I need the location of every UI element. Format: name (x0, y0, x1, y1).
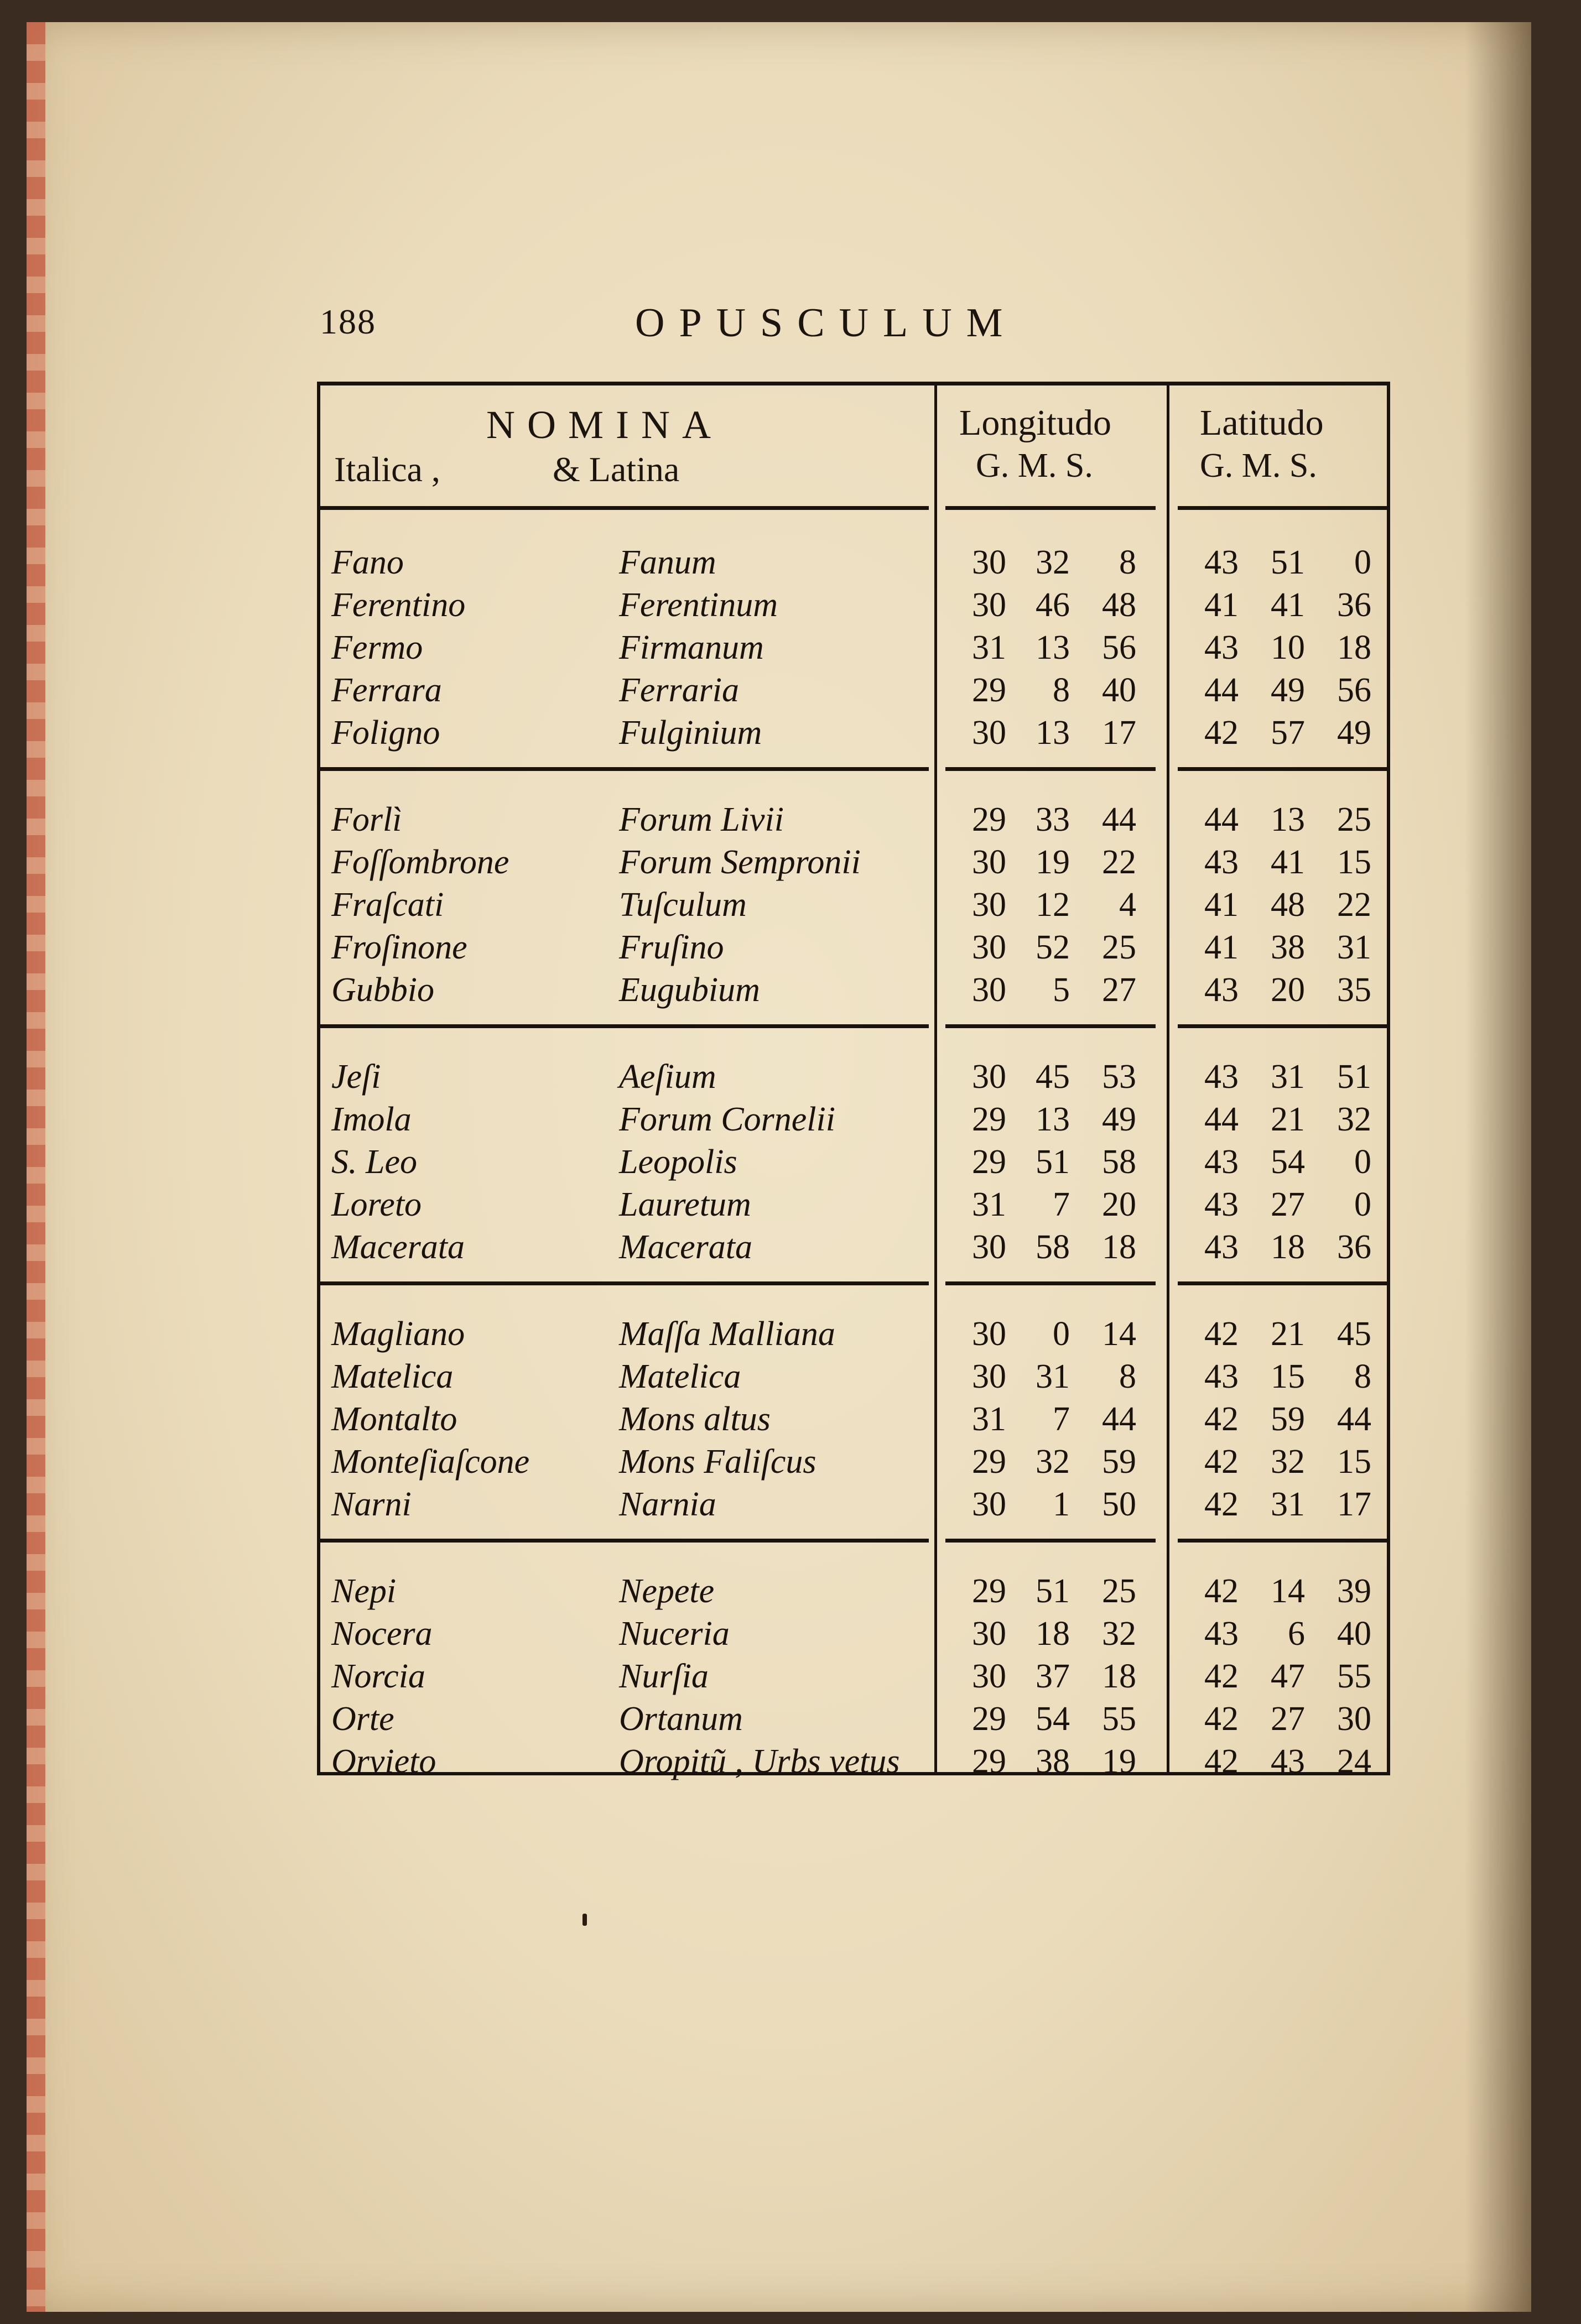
latitude-s: 22 (1337, 886, 1371, 924)
latitude-m: 41 (1271, 843, 1305, 881)
italian-name: Monteſiaſcone (331, 1443, 530, 1481)
longitude-s: 50 (1102, 1486, 1136, 1523)
longitude-m: 32 (1036, 1443, 1070, 1481)
binding-gutter (1465, 22, 1531, 2312)
latin-name: Fanum (619, 544, 716, 581)
italian-name: Norcia (331, 1658, 425, 1695)
italian-name: Ferentino (331, 586, 466, 624)
longitude-s: 18 (1102, 1658, 1136, 1695)
latitude-s: 36 (1337, 1228, 1371, 1266)
latitudo-gms: G. M. S. (1200, 447, 1317, 484)
latin-name: Leopolis (619, 1143, 737, 1181)
longitude-g: 30 (972, 714, 1006, 752)
group-rule (945, 1024, 1156, 1028)
latin-name: Ferraria (619, 671, 739, 709)
longitude-m: 51 (1036, 1143, 1070, 1181)
longitude-g: 29 (972, 1743, 1006, 1780)
longitude-s: 59 (1102, 1443, 1136, 1481)
latitude-m: 43 (1271, 1743, 1305, 1780)
table-row (320, 885, 1388, 929)
latitude-g: 42 (1204, 1572, 1239, 1610)
italian-name: Gubbio (331, 971, 434, 1009)
latitude-g: 41 (1204, 886, 1239, 924)
header-rule (320, 506, 929, 510)
latitude-m: 14 (1271, 1572, 1305, 1610)
longitude-m: 33 (1036, 801, 1070, 838)
longitude-g: 29 (972, 1143, 1006, 1181)
longitude-s: 8 (1119, 544, 1136, 581)
longitude-g: 30 (972, 929, 1006, 966)
latin-name: Ferentinum (619, 586, 778, 624)
longitude-g: 30 (972, 1486, 1006, 1523)
longitude-g: 30 (972, 886, 1006, 924)
longitude-m: 13 (1036, 629, 1070, 666)
longitude-g: 29 (972, 1101, 1006, 1138)
group-rule (1178, 1539, 1388, 1543)
table-row (320, 1185, 1388, 1228)
longitude-s: 25 (1102, 929, 1136, 966)
latin-name: Narnia (619, 1486, 716, 1523)
group-rule (1178, 1024, 1388, 1028)
italica-heading: Italica , (334, 450, 440, 489)
latitude-s: 15 (1337, 843, 1371, 881)
longitude-g: 30 (972, 1228, 1006, 1266)
italian-name: Forlì (331, 801, 402, 838)
coordinates-table (317, 382, 1390, 1780)
latitude-s: 51 (1337, 1058, 1371, 1096)
latitude-s: 36 (1337, 586, 1371, 624)
nomina-heading: NOMINA (486, 403, 723, 447)
latitude-m: 15 (1271, 1358, 1305, 1395)
longitude-s: 32 (1102, 1615, 1136, 1653)
longitude-g: 30 (972, 544, 1006, 581)
latitude-m: 32 (1271, 1443, 1305, 1481)
longitude-m: 13 (1036, 1101, 1070, 1138)
latitude-s: 31 (1337, 929, 1371, 966)
table-row (320, 1614, 1388, 1658)
group-rule (945, 1281, 1156, 1285)
latitude-m: 21 (1271, 1315, 1305, 1353)
table-row (320, 971, 1388, 1014)
latitude-g: 42 (1204, 1443, 1239, 1481)
longitude-g: 31 (972, 1400, 1006, 1438)
longitude-s: 55 (1102, 1700, 1136, 1738)
longitude-g: 30 (972, 1315, 1006, 1353)
latitude-m: 27 (1271, 1700, 1305, 1738)
longitude-g: 30 (972, 586, 1006, 624)
longitude-s: 53 (1102, 1058, 1136, 1096)
latitude-g: 43 (1204, 1143, 1239, 1181)
latitudo-heading: Latitudo (1200, 403, 1324, 443)
group-rule (320, 1024, 929, 1028)
latitude-g: 43 (1204, 1186, 1239, 1223)
latitude-g: 43 (1204, 544, 1239, 581)
longitude-s: 49 (1102, 1101, 1136, 1138)
table-row (320, 800, 1388, 843)
italian-name: Macerata (331, 1228, 465, 1266)
latitude-s: 0 (1354, 1186, 1371, 1223)
latin-name: Matelica (619, 1358, 741, 1395)
longitude-m: 37 (1036, 1658, 1070, 1695)
longitude-g: 29 (972, 1443, 1006, 1481)
longitude-g: 30 (972, 971, 1006, 1009)
table-row (320, 1100, 1388, 1143)
longitude-s: 14 (1102, 1315, 1136, 1353)
latitude-s: 30 (1337, 1700, 1371, 1738)
longitude-m: 51 (1036, 1572, 1070, 1610)
italian-name: Foſſombrone (331, 843, 509, 881)
latitude-m: 27 (1271, 1186, 1305, 1223)
latitude-s: 44 (1337, 1400, 1371, 1438)
latitude-m: 59 (1271, 1400, 1305, 1438)
group-rule (1178, 1281, 1388, 1285)
latitude-g: 43 (1204, 1615, 1239, 1653)
latitude-s: 17 (1337, 1486, 1371, 1523)
italian-name: Loreto (331, 1186, 422, 1223)
group-rule (320, 767, 929, 771)
latin-name: Macerata (619, 1228, 753, 1266)
table-row (320, 1700, 1388, 1743)
latin-name: Eugubium (619, 971, 760, 1009)
longitude-m: 52 (1036, 929, 1070, 966)
table-row (320, 1442, 1388, 1486)
book-page (27, 22, 1531, 2312)
longitude-s: 20 (1102, 1186, 1136, 1223)
longitude-s: 4 (1119, 886, 1136, 924)
latitude-g: 42 (1204, 1743, 1239, 1780)
header-rule (945, 506, 1156, 510)
latitude-s: 32 (1337, 1101, 1371, 1138)
longitude-g: 29 (972, 1572, 1006, 1610)
italian-name: Fermo (331, 629, 423, 666)
italian-name: Nocera (331, 1615, 433, 1653)
latitude-s: 49 (1337, 714, 1371, 752)
italian-name: Montalto (331, 1400, 457, 1438)
latitude-g: 42 (1204, 1315, 1239, 1353)
longitude-g: 30 (972, 1358, 1006, 1395)
latin-name: Ortanum (619, 1700, 743, 1738)
latitude-g: 44 (1204, 1101, 1239, 1138)
longitude-m: 0 (1053, 1315, 1070, 1353)
longitude-s: 27 (1102, 971, 1136, 1009)
latin-name: Fulginium (619, 714, 762, 752)
group-rule (945, 767, 1156, 771)
latitude-m: 54 (1271, 1143, 1305, 1181)
group-rule (320, 1281, 929, 1285)
longitude-s: 44 (1102, 801, 1136, 838)
longitude-s: 22 (1102, 843, 1136, 881)
latitude-g: 43 (1204, 1058, 1239, 1096)
page-number: 188 (320, 302, 376, 341)
latitude-m: 31 (1271, 1058, 1305, 1096)
table-row (320, 628, 1388, 671)
latin-name: Nepete (619, 1572, 715, 1610)
longitude-m: 38 (1036, 1743, 1070, 1780)
longitude-m: 32 (1036, 544, 1070, 581)
latitude-g: 42 (1204, 1400, 1239, 1438)
latitude-m: 13 (1271, 801, 1305, 838)
latitude-s: 8 (1354, 1358, 1371, 1395)
latin-name: Forum Livii (619, 801, 784, 838)
latitude-g: 42 (1204, 1658, 1239, 1695)
latitude-g: 42 (1204, 1700, 1239, 1738)
italian-name: Froſinone (331, 929, 467, 966)
longitude-g: 30 (972, 1615, 1006, 1653)
longitude-m: 18 (1036, 1615, 1070, 1653)
longitude-m: 31 (1036, 1358, 1070, 1395)
longitude-g: 30 (972, 1058, 1006, 1096)
group-rule (945, 1539, 1156, 1543)
italian-name: Matelica (331, 1358, 454, 1395)
longitude-g: 30 (972, 843, 1006, 881)
group-rule (1178, 767, 1388, 771)
longitude-m: 8 (1053, 671, 1070, 709)
longitude-m: 7 (1053, 1400, 1070, 1438)
latin-name: Tuſculum (619, 886, 747, 924)
table-row (320, 1657, 1388, 1700)
latitude-m: 6 (1288, 1615, 1305, 1653)
italian-name: Imola (331, 1101, 412, 1138)
latitude-m: 21 (1271, 1101, 1305, 1138)
longitude-s: 25 (1102, 1572, 1136, 1610)
table-row (320, 843, 1388, 886)
longitude-g: 30 (972, 1658, 1006, 1695)
latitude-g: 42 (1204, 1486, 1239, 1523)
longitude-s: 8 (1119, 1358, 1136, 1395)
latitude-s: 40 (1337, 1615, 1371, 1653)
latin-name: Fruſino (619, 929, 724, 966)
longitude-s: 17 (1102, 714, 1136, 752)
table-row (320, 1228, 1388, 1271)
longitude-m: 58 (1036, 1228, 1070, 1266)
latitude-m: 18 (1271, 1228, 1305, 1266)
longitude-s: 18 (1102, 1228, 1136, 1266)
latin-name: Firmanum (619, 629, 764, 666)
longitudo-heading: Longitudo (959, 403, 1111, 443)
red-page-edge (27, 22, 45, 2312)
table-row (320, 713, 1388, 757)
latitude-s: 15 (1337, 1443, 1371, 1481)
latin-name: Mons Faliſcus (619, 1443, 816, 1481)
longitude-s: 48 (1102, 586, 1136, 624)
latitude-s: 56 (1337, 671, 1371, 709)
latitude-s: 24 (1337, 1743, 1371, 1780)
latitude-s: 55 (1337, 1658, 1371, 1695)
longitude-s: 44 (1102, 1400, 1136, 1438)
italian-name: Orvieto (331, 1743, 436, 1780)
latitude-g: 44 (1204, 671, 1239, 709)
latin-name: Forum Sempronii (619, 843, 861, 881)
longitude-g: 31 (972, 1186, 1006, 1223)
longitude-s: 58 (1102, 1143, 1136, 1181)
latitude-g: 43 (1204, 843, 1239, 881)
header-rule (1178, 506, 1388, 510)
longitude-g: 29 (972, 801, 1006, 838)
latitude-m: 57 (1271, 714, 1305, 752)
latitude-s: 0 (1354, 1143, 1371, 1181)
longitude-m: 19 (1036, 843, 1070, 881)
latin-name: Mons altus (619, 1400, 771, 1438)
latitude-m: 31 (1271, 1486, 1305, 1523)
longitude-g: 29 (972, 1700, 1006, 1738)
italian-name: Orte (331, 1700, 394, 1738)
latitude-g: 44 (1204, 801, 1239, 838)
latitude-g: 43 (1204, 971, 1239, 1009)
longitude-m: 46 (1036, 586, 1070, 624)
longitude-m: 54 (1036, 1700, 1070, 1738)
table-row (320, 928, 1388, 971)
latin-name: Aeſium (619, 1058, 716, 1096)
table-row (320, 1485, 1388, 1528)
latitude-m: 51 (1271, 544, 1305, 581)
latin-name: Forum Cornelii (619, 1101, 835, 1138)
table-row (320, 586, 1388, 629)
latitude-g: 41 (1204, 929, 1239, 966)
longitude-g: 31 (972, 629, 1006, 666)
latitude-g: 42 (1204, 714, 1239, 752)
latitude-s: 39 (1337, 1572, 1371, 1610)
table-row (320, 1742, 1388, 1785)
latitude-g: 43 (1204, 629, 1239, 666)
ink-speck (583, 1914, 587, 1926)
longitude-m: 45 (1036, 1058, 1070, 1096)
latin-name: Lauretum (619, 1186, 751, 1223)
latitude-m: 47 (1271, 1658, 1305, 1695)
italian-name: Ferrara (331, 671, 442, 709)
table-row (320, 543, 1388, 586)
table-row (320, 1572, 1388, 1615)
table-row (320, 671, 1388, 714)
latitude-s: 25 (1337, 801, 1371, 838)
latitude-s: 45 (1337, 1315, 1371, 1353)
italian-name: Nepi (331, 1572, 397, 1610)
table-row (320, 1357, 1388, 1400)
latitude-m: 38 (1271, 929, 1305, 966)
italian-name: Foligno (331, 714, 440, 752)
latitude-s: 0 (1354, 544, 1371, 581)
latina-heading: & Latina (553, 450, 680, 489)
italian-name: Narni (331, 1486, 412, 1523)
latitude-s: 18 (1337, 629, 1371, 666)
table-row (320, 1315, 1388, 1358)
longitude-s: 56 (1102, 629, 1136, 666)
running-head: OPUSCULUM (635, 300, 1017, 346)
latitude-g: 43 (1204, 1228, 1239, 1266)
table-row (320, 1143, 1388, 1186)
longitude-m: 12 (1036, 886, 1070, 924)
latin-name: Oropitũ , Urbs vetus (619, 1743, 900, 1780)
table-row (320, 1400, 1388, 1443)
longitudo-gms: G. M. S. (976, 447, 1093, 484)
italian-name: S. Leo (331, 1143, 417, 1181)
group-rule (320, 1539, 929, 1543)
latin-name: Nuceria (619, 1615, 730, 1653)
latitude-g: 41 (1204, 586, 1239, 624)
latitude-m: 20 (1271, 971, 1305, 1009)
latitude-m: 41 (1271, 586, 1305, 624)
longitude-m: 1 (1053, 1486, 1070, 1523)
longitude-s: 19 (1102, 1743, 1136, 1780)
latitude-m: 10 (1271, 629, 1305, 666)
latitude-m: 49 (1271, 671, 1305, 709)
latitude-m: 48 (1271, 886, 1305, 924)
latin-name: Nurſia (619, 1658, 709, 1695)
italian-name: Jeſi (331, 1058, 381, 1096)
table-row (320, 1057, 1388, 1101)
latitude-g: 43 (1204, 1358, 1239, 1395)
italian-name: Fano (331, 544, 404, 581)
longitude-g: 29 (972, 671, 1006, 709)
italian-name: Magliano (331, 1315, 465, 1353)
longitude-s: 40 (1102, 671, 1136, 709)
latitude-s: 35 (1337, 971, 1371, 1009)
latin-name: Maſſa Malliana (619, 1315, 835, 1353)
longitude-m: 7 (1053, 1186, 1070, 1223)
italian-name: Fraſcati (331, 886, 444, 924)
longitude-m: 5 (1053, 971, 1070, 1009)
longitude-m: 13 (1036, 714, 1070, 752)
